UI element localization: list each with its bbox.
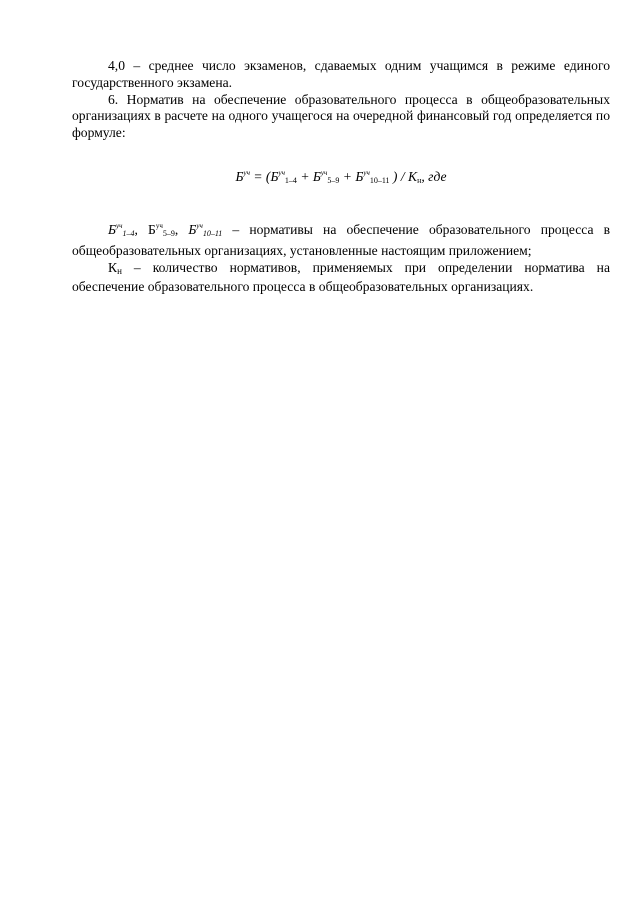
symbol-separator-2: , [174,221,189,237]
formula-term2-sub: 5–9 [327,175,340,185]
symbol-b-1-4-sub: 1–4 [122,228,135,238]
normative-formula [72,164,610,190]
formula-term3-sub: 10–11 [369,175,390,185]
formula-term2-sup: уч [320,168,328,177]
symbol-b-10-11 [188,222,222,237]
paragraph-k-text: – количество нормативов, применяемых при определении норматива на обеспечение образовательного процесса в общеобразовательных организациях. [72,259,610,295]
formula-term1-sup: уч [278,168,285,177]
symbol-b-10-11-sup: уч [196,221,203,230]
symbol-b-5-9-base: Б [148,221,156,237]
formula-plus1: + Б [296,168,321,184]
symbol-b-5-9-sub: 5–9 [162,228,175,238]
symbol-b-5-9-sup: уч [155,221,163,230]
formula-plus2: + Б [339,168,364,184]
paragraph-normative-definition: 6. Норматив на обеспечение образовательного процесса в общеобразовательных организациях в расчете на одного учащегося на очередной финансовый год определяется по формуле: [72,91,610,141]
symbol-separator-1: , [134,221,149,237]
formula-k-sub: н [417,175,422,185]
symbol-b-10-11-base: Б [188,221,197,237]
paragraph-normatives-text: – нормативы на обеспечение образовательного процесса в общеобразовательных организациях, установленные настоящим приложением; [72,221,611,258]
formula-tail: , где [421,168,447,184]
symbol-b-1-4 [108,222,134,237]
formula-lhs: Б [235,168,244,184]
symbol-b-10-11-sub: 10–11 [202,228,223,238]
symbol-b-1-4-sup: уч [116,221,123,230]
formula-term1-sub: 1–4 [284,175,297,185]
paragraph-k-definition [72,260,610,297]
symbol-k: К [108,259,118,275]
document-body [72,58,610,296]
symbol-k-sub: н [117,265,122,276]
symbol-b-5-9 [148,222,175,237]
formula-lhs-sup: уч [243,168,250,177]
formula-term3-sup: уч [363,168,370,177]
paragraph-exam-count: 4,0 – среднее число экзаменов, сдаваемых одним учащимся в режиме единого государственного экзамена. [72,58,610,90]
formula-close: ) / К [389,168,418,184]
symbol-b-1-4-base: Б [108,221,117,237]
paragraph-normatives-list [72,218,610,260]
formula-eq-open: = (Б [249,168,279,184]
